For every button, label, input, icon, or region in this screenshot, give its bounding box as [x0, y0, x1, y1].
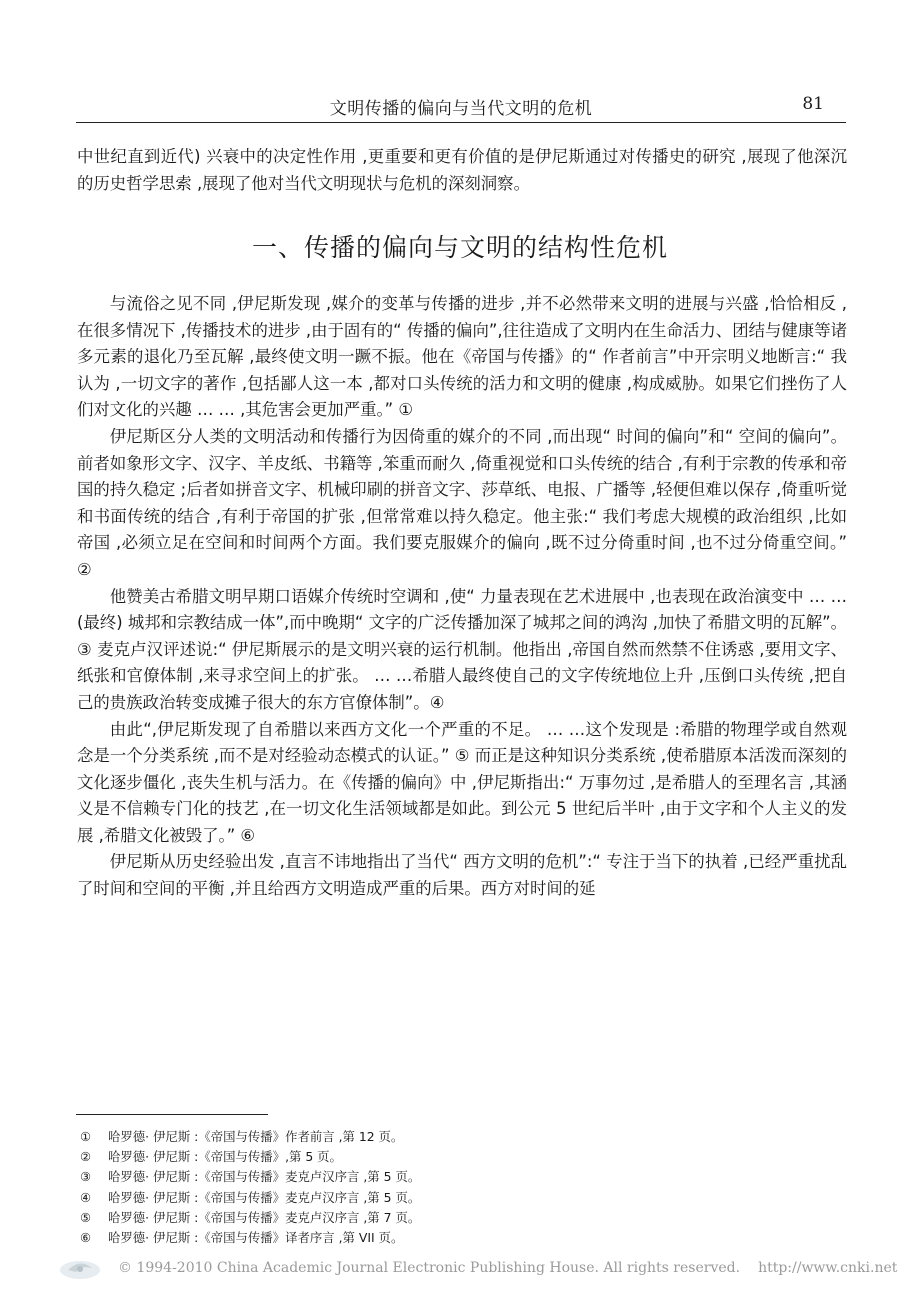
paragraph-2: 伊尼斯区分人类的文明活动和传播行为因倚重的媒介的不同 ,而出现“ 时间的偏向”和“ 空间的偏向”。前者如象形文字、汉字、羊皮纸、书籍等 ,笨重而耐久 ,倚重视觉和口头传统的结合 ,有利于宗教的传承和帝国的持久稳定 ;后者如拼音文字、机械印刷的拼音文字、莎草纸、电报、广播等 ,轻便但难以保存 ,倚重听觉和书面传统的结合 ,有利于帝国的扩张 ,但常常难以持久稳定。他主张:“ 我们考虑大规模的政治组织 ,比如帝国 ,必须立足在空间和时间两个方面。我们要克服媒介的偏向 ,既不过分倚重时间 ,也不过分倚重空间。” ②	[77, 426, 847, 579]
footnote-mark: ③	[80, 1169, 92, 1185]
page-footer	[0, 1256, 920, 1286]
footnote-mark: ②	[80, 1149, 92, 1165]
footer-url-link[interactable]: http://www.cnki.net	[758, 1260, 898, 1276]
footnote-text: 哈罗德· 伊尼斯 :《帝国与传播》麦克卢汉序言 ,第 7 页。	[108, 1209, 421, 1225]
paragraph-1: 与流俗之见不同 ,伊尼斯发现 ,媒介的变革与传播的进步 ,并不必然带来文明的进展与兴盛 ,恰恰相反 ,在很多情况下 ,传播技术的进步 ,由于固有的“ 传播的偏向”,往往造成了文明内在生命活力、团结与健康等诸多元素的退化乃至瓦解 ,最终使文明一蹶不振。他在《帝国与传播》的“ 作者前言”中开宗明义地断言:“ 我认为 ,一切文字的著作 ,包括鄙人这一本 ,都对口头传统的活力和文明的健康 ,构成威胁。如果它们挫伤了人们对文化的兴趣 … … ,其危害会更加严重。” ①	[77, 294, 847, 420]
paragraph-4: 由此“,伊尼斯发现了自希腊以来西方文化一个严重的不足。 … …这个发现是 :希腊的物理学或自然观念是一个分类系统 ,而不是对经验动态模式的认证。” ⑤ 而正是这种知识分类系统 ,使希腊原本活泼而深刻的文化逐步僵化 ,丧失生机与活力。在《传播的偏向》中 ,伊尼斯指出:“ 万事勿过 ,是希腊人的至理名言 ,其涵义是不信赖专门化的技艺 ,在一切文化生活领域都是如此。到公元 5 世纪后半叶 ,由于文字和个人主义的发展 ,希腊文化被毁了。” ⑥	[77, 719, 847, 845]
footnote-mark: ④	[80, 1189, 92, 1205]
footnote-text: 哈罗德· 伊尼斯 :《帝国与传播》作者前言 ,第 12 页。	[108, 1129, 404, 1144]
cnki-logo-icon	[58, 1256, 102, 1282]
footnote-text: 哈罗德· 伊尼斯 :《帝国与传播》麦克卢汉序言 ,第 5 页。	[108, 1169, 421, 1185]
footnote-text: 哈罗德· 伊尼斯 :《帝国与传播》麦克卢汉序言 ,第 5 页。	[108, 1189, 421, 1205]
footnote-item	[80, 1188, 840, 1208]
footnote-mark: ⑤	[80, 1209, 92, 1225]
main-body	[77, 291, 847, 903]
page-number: 81	[802, 94, 824, 114]
footnote-item	[80, 1167, 840, 1187]
footnote-item	[80, 1228, 840, 1248]
intro-paragraph-block	[77, 144, 847, 197]
footnote-divider	[76, 1114, 268, 1115]
intro-paragraph: 中世纪直到近代) 兴衰中的决定性作用 ,更重要和更有价值的是伊尼斯通过对传播史的研究 ,展现了他深沉的历史哲学思索 ,展现了他对当代文明现状与危机的深刻洞察。	[77, 147, 847, 193]
section-title: 一、传播的偏向与文明的结构性危机	[251, 233, 668, 262]
footer-text	[118, 1260, 897, 1276]
footnote-text: 哈罗德· 伊尼斯 :《帝国与传播》译者序言 ,第 VII 页。	[108, 1230, 404, 1246]
footnote-item	[80, 1208, 840, 1228]
footnote-mark: ⑥	[80, 1230, 92, 1246]
footnote-item	[80, 1127, 840, 1147]
paragraph-3: 他赞美古希腊文明早期口语媒介传统时空调和 ,使“ 力量表现在艺术进展中 ,也表现在政治演变中 … …(最终) 城邦和宗教结成一体”,而中晚期“ 文字的广泛传播加深了城邦之间的鸿沟 ,加快了希腊文明的瓦解”。③ 麦克卢汉评述说:“ 伊尼斯展示的是文明兴衰的运行机制。他指出 ,帝国自然而然禁不住诱惑 ,要用文字、纸张和官僚体制 ,来寻求空间上的扩张。 … …希腊人最终使自己的文字传统地位上升 ,压倒口头传统 ,把自己的贵族政治转变成摊子很大的东方官僚体制”。④	[77, 586, 847, 712]
copyright-notice: © 1994-2010 China Academic Journal Electronic Publishing House. All rights reserved.	[118, 1260, 741, 1276]
footnote-item	[80, 1147, 840, 1167]
footnotes	[80, 1127, 840, 1248]
footnote-mark: ①	[80, 1129, 92, 1144]
paragraph-5: 伊尼斯从历史经验出发 ,直言不讳地指出了当代“ 西方文明的危机”:“ 专注于当下的执着 ,已经严重扰乱了时间和空间的平衡 ,并且给西方文明造成严重的后果。西方对时间的延	[77, 852, 847, 899]
running-header-title: 文明传播的偏向与当代文明的危机	[329, 99, 593, 119]
footnote-text: 哈罗德· 伊尼斯 :《帝国与传播》,第 5 页。	[108, 1149, 342, 1165]
running-header	[76, 92, 846, 123]
